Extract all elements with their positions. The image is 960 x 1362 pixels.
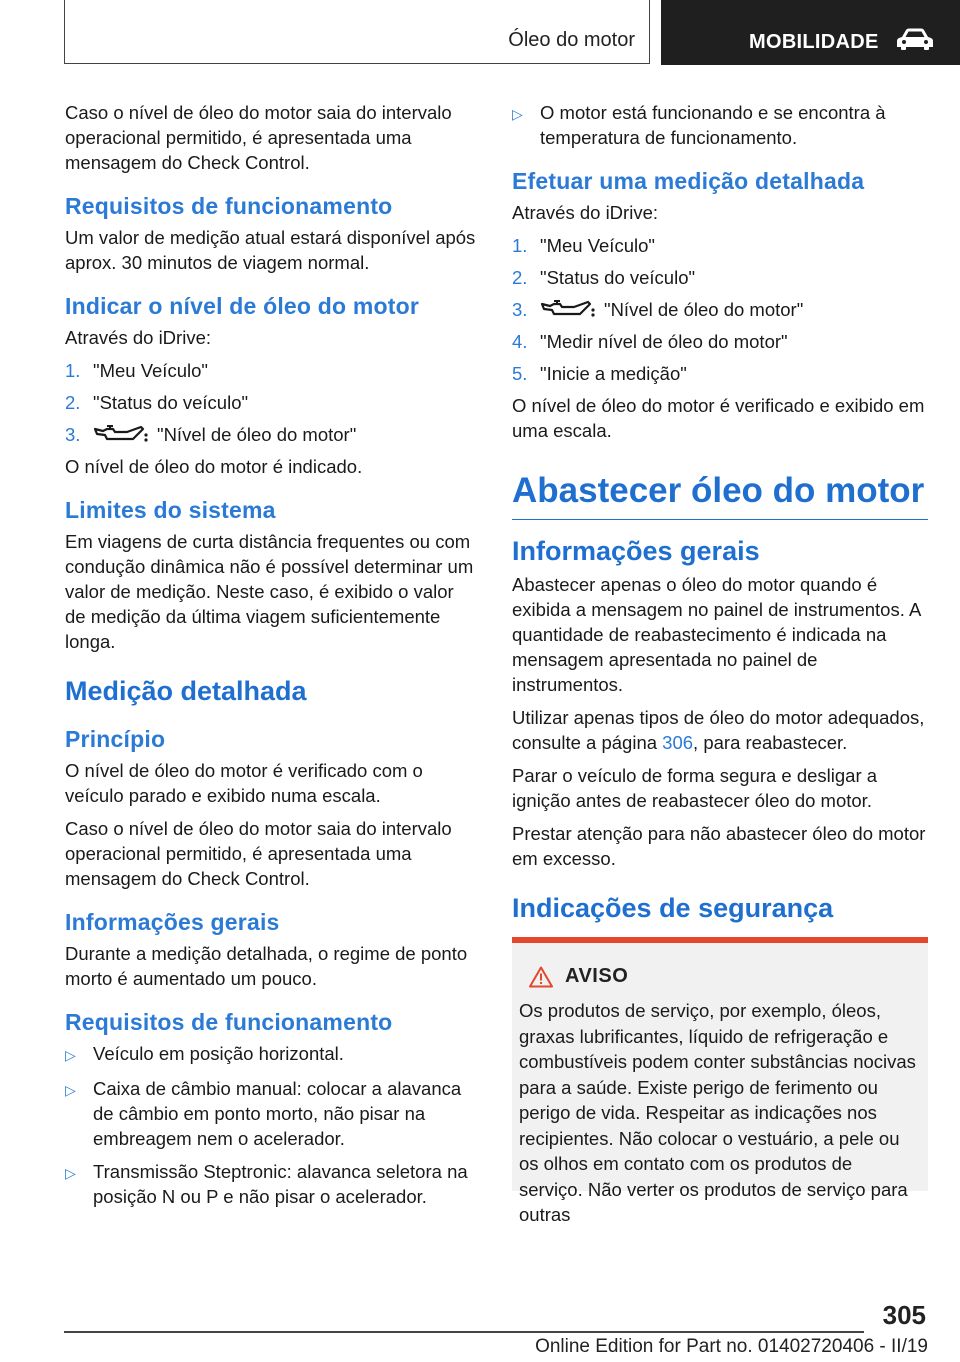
triangle-bullet-icon: ▷	[65, 1047, 76, 1063]
left-column	[65, 100, 479, 1217]
oil-can-icon	[540, 300, 596, 320]
warning-triangle-icon	[529, 966, 553, 988]
heading-info: Informações gerais	[512, 536, 760, 566]
paragraph: Um valor de medição atual estará disponível após aprox. 30 minutos de viagem normal.	[65, 227, 476, 273]
car-icon	[896, 27, 934, 51]
warning-label: AVISO	[565, 965, 629, 987]
list-item: 1. "Meu Veículo"	[512, 235, 655, 256]
paragraph: Abastecer apenas o óleo do motor quando é exibida a mensagem no painel de instrumentos. A quantidade de reabastecimento é indicada na mensagem apresentada no painel de instrumentos.	[512, 574, 921, 695]
heading-medicao: Medição detalhada	[65, 676, 307, 706]
oil-can-icon	[93, 425, 149, 445]
heading-limites: Limites do sistema	[65, 497, 276, 523]
bullet-list	[512, 100, 928, 150]
right-column	[512, 100, 928, 1225]
warning-header	[519, 965, 921, 988]
footer-edition: Online Edition for Part no. 01402720406 - II/19	[535, 1336, 928, 1357]
heading-indicar: Indicar o nível de óleo do motor	[65, 293, 419, 319]
paragraph: Através do iDrive:	[65, 327, 211, 348]
list-item: 3. "Nível de óleo do motor"	[512, 299, 804, 320]
triangle-bullet-icon: ▷	[512, 106, 523, 122]
footer-divider	[64, 1331, 864, 1333]
list-item: 1. "Meu Veículo"	[65, 360, 208, 381]
paragraph: Em viagens de curta distância frequentes ou com condução dinâmica não é possível determinar um valor de medição. Neste caso, é exibido o valor de medição da última viagem suficientemente longa.	[65, 531, 474, 652]
section-title: Óleo do motor	[508, 29, 635, 51]
list-item: ▷ Veículo em posição horizontal.	[65, 1041, 479, 1068]
section-tab	[64, 0, 650, 64]
warning-text: Os produtos de serviço, por exemplo, óleos, graxas lubrificantes, líquido de refrigeração e combustíveis podem conter substâncias nocivas para a saúde. Existe perigo de ferimento ou perigo de vida. Respeitar as indicações nos recipientes. Não colocar o vestuário, a pele ou os olhos em contato com os produtos de serviço. Não verter os produtos de serviço para outras	[519, 1000, 916, 1225]
chapter-tab	[661, 0, 960, 65]
paragraph: Através do iDrive:	[512, 202, 658, 223]
paragraph: Parar o veículo de forma segura e desligar a ignição antes de reabastecer óleo do motor.	[512, 765, 878, 811]
list-item: 2. "Status do veículo"	[65, 392, 249, 413]
heading-seguranca: Indicações de segurança	[512, 893, 834, 923]
heading-requisitos: Requisitos de funcionamento	[65, 193, 393, 219]
page-link[interactable]: 306	[662, 732, 694, 753]
heading-principio: Princípio	[65, 726, 166, 752]
warning-box	[512, 937, 928, 1225]
paragraph: Utilizar apenas tipos de óleo do motor adequados, consulte a página 306, para reabastecer.	[512, 707, 925, 753]
heading-requisitos-2: Requisitos de funcionamento	[65, 1009, 393, 1035]
list-item: ▷ O motor está funcionando e se encontra à temperatura de funcionamento.	[512, 102, 886, 148]
paragraph: O nível de óleo do motor é verificado com o veículo parado e exibido numa escala.	[65, 760, 423, 806]
triangle-bullet-icon: ▷	[65, 1165, 76, 1181]
paragraph: Durante a medição detalhada, o regime de ponto morto é aumentado um pouco.	[65, 943, 468, 989]
list-item: 3. "Nível de óleo do motor"	[65, 424, 357, 445]
list-item: 2. "Status do veículo"	[512, 267, 696, 288]
chapter-label: MOBILIDADE	[749, 31, 879, 53]
page-number: 305	[882, 1300, 926, 1330]
list-item: ▷ Caixa de câmbio manual: colocar a alavanca de câmbio em ponto morto, não pisar na embreagem nem o acelerador.	[65, 1078, 462, 1149]
step-list	[65, 358, 479, 447]
paragraph: O nível de óleo do motor é verificado e exibido em uma escala.	[512, 395, 925, 441]
heading-info: Informações gerais	[65, 909, 280, 935]
paragraph: Caso o nível de óleo do motor saia do intervalo operacional permitido, é apresentada uma mensagem do Check Control.	[65, 818, 452, 889]
list-item: 5. "Inicie a medição"	[512, 363, 687, 384]
list-item: ▷ Transmissão Steptronic: alavanca seletora na posição N ou P e não pisar o acelerador.	[65, 1161, 468, 1207]
step-list	[512, 233, 928, 386]
bullet-list	[65, 1041, 479, 1209]
heading-efetuar: Efetuar uma medição detalhada	[512, 168, 865, 194]
heading-abastecer: Abastecer óleo do motor	[512, 469, 928, 520]
paragraph: O nível de óleo do motor é indicado.	[65, 456, 363, 477]
paragraph: Caso o nível de óleo do motor saia do intervalo operacional permitido, é apresentada uma mensagem do Check Control.	[65, 102, 452, 173]
paragraph: Prestar atenção para não abastecer óleo do motor em excesso.	[512, 823, 926, 869]
list-item: 4. "Medir nível de óleo do motor"	[512, 331, 788, 352]
page-header	[0, 0, 960, 66]
triangle-bullet-icon: ▷	[65, 1082, 76, 1098]
